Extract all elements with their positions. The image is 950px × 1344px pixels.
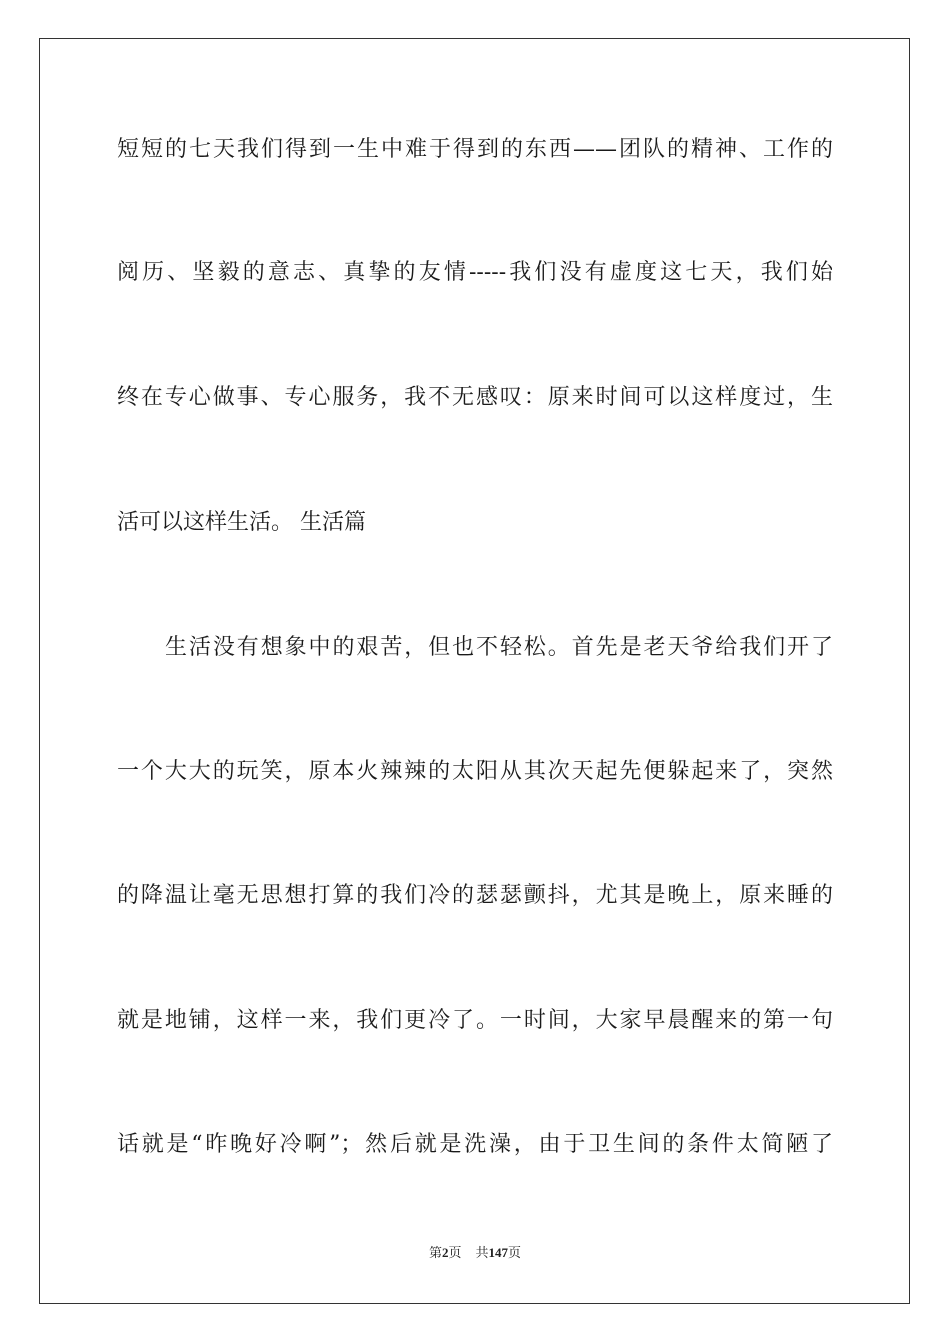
- body-text-line: 话就是“昨晚好冷啊”；然后就是洗澡，由于卫生间的条件太简陋了: [117, 1132, 833, 1157]
- page-footer: [0, 1244, 950, 1262]
- total-prefix: 共: [475, 1245, 489, 1260]
- body-text-line: 终在专心做事、专心服务，我不无感叹：原来时间可以这样度过，生: [117, 385, 833, 410]
- paragraph-first-line: 生活没有想象中的艰苦，但也不轻松。首先是老天爷给我们开了: [165, 635, 833, 660]
- body-text-line: 的降温让毫无思想打算的我们冷的瑟瑟颤抖，尤其是晚上，原来睡的: [117, 883, 833, 908]
- body-text-line: 阅历、坚毅的意志、真挚的友情-----我们没有虚度这七天，我们始: [117, 260, 833, 285]
- page-suffix: 页: [448, 1245, 462, 1260]
- body-text-line: 一个大大的玩笑，原本火辣辣的太阳从其次天起先便躲起来了，突然: [117, 759, 833, 784]
- page-border: [39, 38, 910, 1304]
- body-text-line: 就是地铺，这样一来，我们更冷了。一时间，大家早晨醒来的第一句: [117, 1008, 833, 1033]
- total-suffix: 页: [508, 1245, 522, 1260]
- page-number: 2: [441, 1245, 449, 1260]
- body-text-line: 活可以这样生活。 生活篇: [117, 510, 366, 535]
- body-text-line: 短短的七天我们得到一生中难于得到的东西——团队的精神、工作的: [117, 137, 833, 162]
- total-pages: 147: [488, 1245, 509, 1260]
- page-prefix: 第: [428, 1245, 442, 1260]
